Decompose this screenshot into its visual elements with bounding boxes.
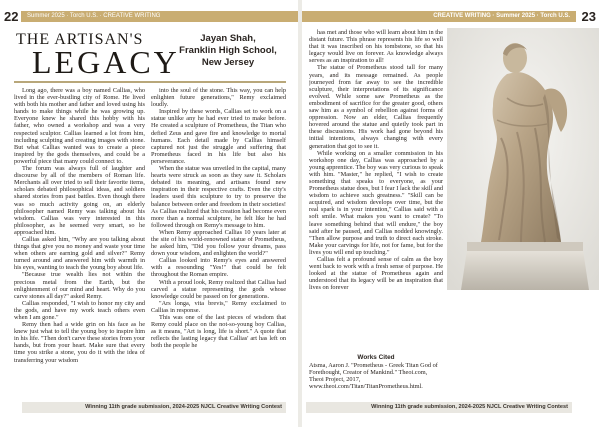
paragraph: Remy then had a wide grin on his face as he knew just what to tell the young boy to inspire him in his life. "Then don't carve these stories from your hands, but from your heart. Make sure that every time you strike a stone, you do it with the idea of transferring your wisdom (14, 321, 145, 364)
running-header (21, 11, 298, 22)
paragraph: When the statue was unveiled in the capital, many hearts were struck as soon as they saw it. Scholars debated its meaning, and artisans found new inspiration in their respective crafts. Even the city's leaders used this sculpture to try to preserve the balance between order and freedom in their societies! As Callias realized that his creation had become even more than a normal sculpture, he felt like he had followed through on Remy's message to him. (151, 165, 286, 229)
paragraph: "Ars longa, vita brevis," Remy exclaimed to Callias in response. (151, 299, 286, 314)
running-header-text: CREATIVE WRITING · Summer 2025 · Torch U.S. (433, 13, 570, 19)
title-rule (14, 81, 286, 83)
paragraph: has met and those who will learn about him in the distant future. This phrase represents his life so well that it was inscribed on his tombstone, so that his legacy would live on forever. As knowledge always serves as an inspiration to all! (309, 29, 443, 65)
paragraph: This was one of the last pieces of wisdom that Remy could place on the not-so-young boy Callias, as it means, "Art is long, life is short." A quote that reflects the lasting legacy that Callias' art has left on both the people he (151, 314, 286, 350)
paragraph: When Remy approached Callias 10 years later at the site of his world-renowned statue of Prometheus, he asked him, "Did you follow your dreams, pass down your wisdom, and enlighten the world?" (151, 228, 286, 258)
paragraph: Callias responded, "I wish to honor my city and the gods, and have my work teach others even when I am gone." (14, 299, 145, 321)
statue-photo (447, 28, 599, 290)
byline (172, 33, 284, 69)
paragraph: "Because true wealth lies not within the precious metal from the Earth, but the enlightenment of our mind and heart. Why do you carve stones all day?" asked Remy. (14, 271, 145, 300)
statue-image (447, 28, 599, 290)
story-column-2 (151, 87, 286, 399)
right-page (302, 0, 600, 427)
paragraph: While working on a smaller commission in his workshop one day, Callias was approached by a young apprentice. The boy was very curious to speak with him. "Master," he replied, "I wish to create something that speaks to everyone, as your Prometheus statue does, but I fear I lack the skill and wisdom to achieve such greatness." "Skill can be acquired, and wisdom develops over time, but the real spark is in your intention," Callias said with a soft smile. What makes you want to create? "To leave something behind that will endure," the boy said after he paused, and Callias nodded knowingly. "Then allow purpose and truth to direct each stroke. Make your carvings for life, not for fame, but for the lives you will end up touching." (309, 149, 443, 256)
works-cited-title: Works Cited (357, 354, 395, 361)
paragraph: Callias asked him, "Why are you talking about things that give you no money and waste your time when others are earning gold and silver?" Remy turned around and answered him with warmth in his eyes, wanting to teach the young boy about life. (14, 235, 145, 272)
paragraph: The forum was always full of laughter and discourse by all of the members of Roman life. Merchants all over tried to sell their favorite items, scholars debated philosophical ideas, and soldiers shared stories from past battles. Even though there was so much activity going on, an elderly philosopher named Remy was talking about his wisdom. Callias was very interested in this philosopher, as he seemed very smart, so he approached him. (14, 165, 145, 236)
story-column-1 (14, 87, 145, 399)
title-line-1: THE ARTISAN'S (16, 31, 144, 48)
author-school: Franklin High School, (179, 45, 277, 56)
running-header (302, 11, 576, 22)
story-column-3 (309, 29, 443, 349)
paragraph: Callias looked into Remy's eyes and answered with a resounding "Yes!" that could be felt throughout the Roman empire. (151, 257, 286, 279)
author-name: Jayan Shah, (200, 33, 256, 44)
page-footer: Winning 11th grade submission, 2024-2025 NJCL Creative Writing Contest (306, 402, 572, 413)
paragraph: Long ago, there was a boy named Callias, who lived in the ever-bustling city of Rome. He lived with both his mother and father and loved using his hands to make things while he was growing up. Everyone knew he shared this hobby with his father, who owned a workshop and was a very respected sculptor. Callias learned a lot from him, including sculpting and creating images with stone. But what Callias wanted was to create a piece inspired by the gods themselves, and could be a powerful piece that many could connect to. (14, 87, 145, 165)
running-header-text: Summer 2025 · Torch U.S. · CREATIVE WRITING (27, 13, 161, 19)
paragraph: into the soul of the stone. This way, you can help enlighten future generations," Remy exclaimed loudly. (151, 87, 286, 109)
left-page (0, 0, 298, 427)
paragraph: With a proud look, Remy realized that Callias had carved a statue representing the gods whose knowledge could be passed on for generations. (151, 278, 286, 300)
works-cited (309, 354, 443, 400)
paragraph: Callias felt a profound sense of calm as the boy went back to work with a fresh sense of purpose. He looked at the statue of Prometheus again and understood that its legacy will be an inspiration that lives on forever (309, 256, 443, 292)
title-line-2: LEGACY (32, 44, 180, 80)
citation-entry: Atsma, Aaron J. "Prometheus - Greek Titan God of Forethought, Creator of Mankind." Theoi.com, Theoi Project, 2017, www.theoi.com/Titan/TitanPrometheus.html. (309, 362, 438, 391)
author-state: New Jersey (201, 57, 255, 68)
page-footer: Winning 11th grade submission, 2024-2025 NJCL Creative Writing Contest (22, 402, 286, 413)
paragraph: Inspired by these words, Callias set to work on a statue unlike any he had ever tried to make before. He created a sculpture of Prometheus, the Titan who defied Zeus and gave fire and knowledge to mortal humans. Each detail made by Callias himself captured not just the struggle and suffering that Prometheus faced in his life but also his perseverance. (151, 108, 286, 165)
page-number: 23 (581, 9, 596, 24)
page-number: 22 (4, 9, 19, 24)
paragraph: The statue of Prometheus stood tall for many years, and its message remained. As people journeyed from far away to see the incredible sculpture, their interpretations of its significance evolved. While some saw Prometheus as the embodiment of sacrifice for the greater good, others saw him as a symbol of rebellion against forms of oppression. Now an elder, Callias frequently hovered around the statue and quietly took part in these discussions. His work had gone beyond his initial intentions, always changing with every generation that got to see it. (309, 64, 443, 150)
